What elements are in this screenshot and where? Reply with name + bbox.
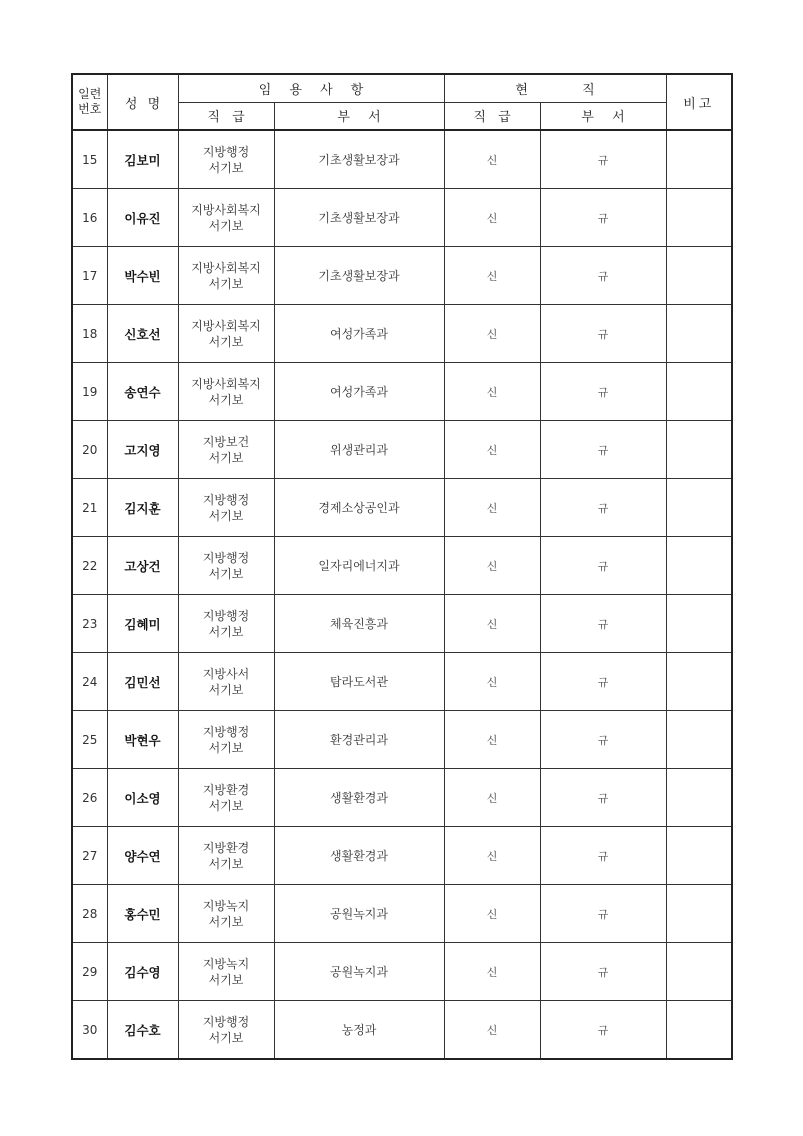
rank-cell (178, 247, 274, 305)
rank-line2: 서기보 (208, 566, 244, 581)
remarks-cell (666, 1001, 732, 1060)
current-rank-cell: 신 (444, 653, 540, 711)
serial-number-header (72, 74, 107, 130)
name-cell: 고상건 (107, 537, 178, 595)
serial-number-cell: 30 (72, 1001, 107, 1060)
current-department-cell: 규 (540, 943, 666, 1001)
remarks-cell (666, 421, 732, 479)
table-row (72, 479, 732, 537)
current-rank-cell: 신 (444, 189, 540, 247)
rank-header: 직 급 (178, 102, 274, 130)
name-header: 성 명 (107, 74, 178, 130)
serial-number-cell: 26 (72, 769, 107, 827)
department-cell: 위생관리과 (274, 421, 444, 479)
table-row (72, 305, 732, 363)
current-department-cell: 규 (540, 595, 666, 653)
department-cell: 경제소상공인과 (274, 479, 444, 537)
department-cell: 환경관리과 (274, 711, 444, 769)
current-department-cell: 규 (540, 305, 666, 363)
rank-line1: 지방사회복지 (191, 202, 261, 217)
department-cell: 일자리에너지과 (274, 537, 444, 595)
rank-line1: 지방녹지 (202, 956, 250, 971)
rank-line2: 서기보 (208, 798, 244, 813)
current-rank-cell: 신 (444, 769, 540, 827)
remarks-cell (666, 827, 732, 885)
current-department-cell: 규 (540, 1001, 666, 1060)
rank-line1: 지방행정 (202, 608, 250, 623)
table-row (72, 363, 732, 421)
serial-number-cell: 16 (72, 189, 107, 247)
rank-line1: 지방녹지 (202, 898, 250, 913)
table-row (72, 769, 732, 827)
remarks-cell (666, 885, 732, 943)
rank-cell (178, 653, 274, 711)
current-rank-cell: 신 (444, 305, 540, 363)
rank-line1: 지방사회복지 (191, 318, 261, 333)
remarks-cell (666, 653, 732, 711)
rank-cell (178, 305, 274, 363)
current-position-header: 현 직 (444, 74, 666, 102)
table-row (72, 885, 732, 943)
rank-line2: 서기보 (208, 160, 244, 175)
remarks-cell (666, 537, 732, 595)
table-row (72, 827, 732, 885)
current-department-cell: 규 (540, 827, 666, 885)
current-department-cell: 규 (540, 711, 666, 769)
rank-cell (178, 479, 274, 537)
current-rank-cell: 신 (444, 537, 540, 595)
department-cell: 공원녹지과 (274, 943, 444, 1001)
name-cell: 이소영 (107, 769, 178, 827)
department-cell: 여성가족과 (274, 305, 444, 363)
rank-cell (178, 1001, 274, 1060)
rank-line2: 서기보 (208, 624, 244, 639)
current-rank-cell: 신 (444, 363, 540, 421)
current-department-cell: 규 (540, 247, 666, 305)
department-cell: 여성가족과 (274, 363, 444, 421)
appointment-table (71, 73, 733, 1060)
appointment-header: 임 용 사 항 (178, 74, 444, 102)
serial-number-header-line1: 일련 (78, 87, 102, 101)
rank-cell (178, 363, 274, 421)
current-department-cell: 규 (540, 363, 666, 421)
serial-number-header-line2: 번호 (78, 102, 102, 116)
name-cell: 이유진 (107, 189, 178, 247)
current-department-cell: 규 (540, 885, 666, 943)
current-department-header: 부 서 (540, 102, 666, 130)
remarks-cell (666, 595, 732, 653)
rank-line1: 지방행정 (202, 1014, 250, 1029)
table-row (72, 595, 732, 653)
table-row (72, 943, 732, 1001)
rank-line2: 서기보 (208, 392, 244, 407)
rank-line2: 서기보 (208, 450, 244, 465)
remarks-cell (666, 943, 732, 1001)
rank-cell (178, 595, 274, 653)
name-cell: 김수영 (107, 943, 178, 1001)
remarks-cell (666, 247, 732, 305)
remarks-cell (666, 769, 732, 827)
current-rank-cell: 신 (444, 479, 540, 537)
serial-number-cell: 18 (72, 305, 107, 363)
department-header: 부 서 (274, 102, 444, 130)
current-rank-cell: 신 (444, 943, 540, 1001)
name-cell: 홍수민 (107, 885, 178, 943)
table-row (72, 421, 732, 479)
remarks-cell (666, 130, 732, 189)
table-row (72, 1001, 732, 1060)
current-rank-cell: 신 (444, 421, 540, 479)
rank-line2: 서기보 (208, 508, 244, 523)
name-cell: 김지훈 (107, 479, 178, 537)
rank-line2: 서기보 (208, 1030, 244, 1045)
serial-number-cell: 24 (72, 653, 107, 711)
current-department-cell: 규 (540, 769, 666, 827)
department-cell: 공원녹지과 (274, 885, 444, 943)
rank-line1: 지방행정 (202, 550, 250, 565)
serial-number-cell: 20 (72, 421, 107, 479)
rank-line2: 서기보 (208, 856, 244, 871)
table-row (72, 189, 732, 247)
current-rank-cell: 신 (444, 711, 540, 769)
current-rank-cell: 신 (444, 130, 540, 189)
rank-cell (178, 769, 274, 827)
rank-line2: 서기보 (208, 276, 244, 291)
remarks-cell (666, 479, 732, 537)
serial-number-cell: 21 (72, 479, 107, 537)
name-cell: 신호선 (107, 305, 178, 363)
current-rank-cell: 신 (444, 827, 540, 885)
rank-line1: 지방환경 (202, 840, 250, 855)
serial-number-cell: 25 (72, 711, 107, 769)
department-cell: 탐라도서관 (274, 653, 444, 711)
current-department-cell: 규 (540, 479, 666, 537)
serial-number-cell: 22 (72, 537, 107, 595)
table-row (72, 653, 732, 711)
name-cell: 박현우 (107, 711, 178, 769)
rank-line2: 서기보 (208, 972, 244, 987)
current-department-cell: 규 (540, 537, 666, 595)
rank-cell (178, 885, 274, 943)
remarks-cell (666, 363, 732, 421)
serial-number-cell: 27 (72, 827, 107, 885)
name-cell: 김민선 (107, 653, 178, 711)
current-department-cell: 규 (540, 189, 666, 247)
table-header (72, 74, 732, 130)
name-cell: 박수빈 (107, 247, 178, 305)
rank-cell (178, 130, 274, 189)
remarks-header: 비고 (666, 74, 732, 130)
department-cell: 농정과 (274, 1001, 444, 1060)
rank-cell (178, 421, 274, 479)
current-department-cell: 규 (540, 653, 666, 711)
serial-number-cell: 23 (72, 595, 107, 653)
rank-line1: 지방행정 (202, 724, 250, 739)
current-rank-cell: 신 (444, 595, 540, 653)
table-row (72, 711, 732, 769)
department-cell: 생활환경과 (274, 827, 444, 885)
rank-line1: 지방사서 (202, 666, 250, 681)
table-body (72, 130, 732, 1059)
name-cell: 고지영 (107, 421, 178, 479)
name-cell: 김보미 (107, 130, 178, 189)
name-cell: 송연수 (107, 363, 178, 421)
rank-cell (178, 711, 274, 769)
current-rank-cell: 신 (444, 247, 540, 305)
name-cell: 김혜미 (107, 595, 178, 653)
rank-line1: 지방행정 (202, 144, 250, 159)
name-cell: 김수호 (107, 1001, 178, 1060)
table-row (72, 537, 732, 595)
serial-number-cell: 29 (72, 943, 107, 1001)
current-rank-header: 직 급 (444, 102, 540, 130)
serial-number-cell: 17 (72, 247, 107, 305)
name-cell: 양수연 (107, 827, 178, 885)
remarks-cell (666, 189, 732, 247)
rank-line2: 서기보 (208, 218, 244, 233)
rank-cell (178, 189, 274, 247)
rank-line1: 지방환경 (202, 782, 250, 797)
current-rank-cell: 신 (444, 1001, 540, 1060)
rank-line2: 서기보 (208, 334, 244, 349)
serial-number-cell: 28 (72, 885, 107, 943)
current-department-cell: 규 (540, 130, 666, 189)
rank-line1: 지방사회복지 (191, 376, 261, 391)
department-cell: 생활환경과 (274, 769, 444, 827)
rank-line1: 지방사회복지 (191, 260, 261, 275)
rank-line1: 지방보건 (202, 434, 250, 449)
remarks-cell (666, 305, 732, 363)
table-row (72, 130, 732, 189)
current-department-cell: 규 (540, 421, 666, 479)
serial-number-cell: 15 (72, 130, 107, 189)
rank-line2: 서기보 (208, 914, 244, 929)
rank-line1: 지방행정 (202, 492, 250, 507)
department-cell: 기초생활보장과 (274, 189, 444, 247)
department-cell: 기초생활보장과 (274, 247, 444, 305)
current-rank-cell: 신 (444, 885, 540, 943)
serial-number-cell: 19 (72, 363, 107, 421)
department-cell: 기초생활보장과 (274, 130, 444, 189)
rank-cell (178, 827, 274, 885)
table-row (72, 247, 732, 305)
remarks-cell (666, 711, 732, 769)
rank-line2: 서기보 (208, 740, 244, 755)
rank-line2: 서기보 (208, 682, 244, 697)
rank-cell (178, 943, 274, 1001)
department-cell: 체육진흥과 (274, 595, 444, 653)
rank-cell (178, 537, 274, 595)
